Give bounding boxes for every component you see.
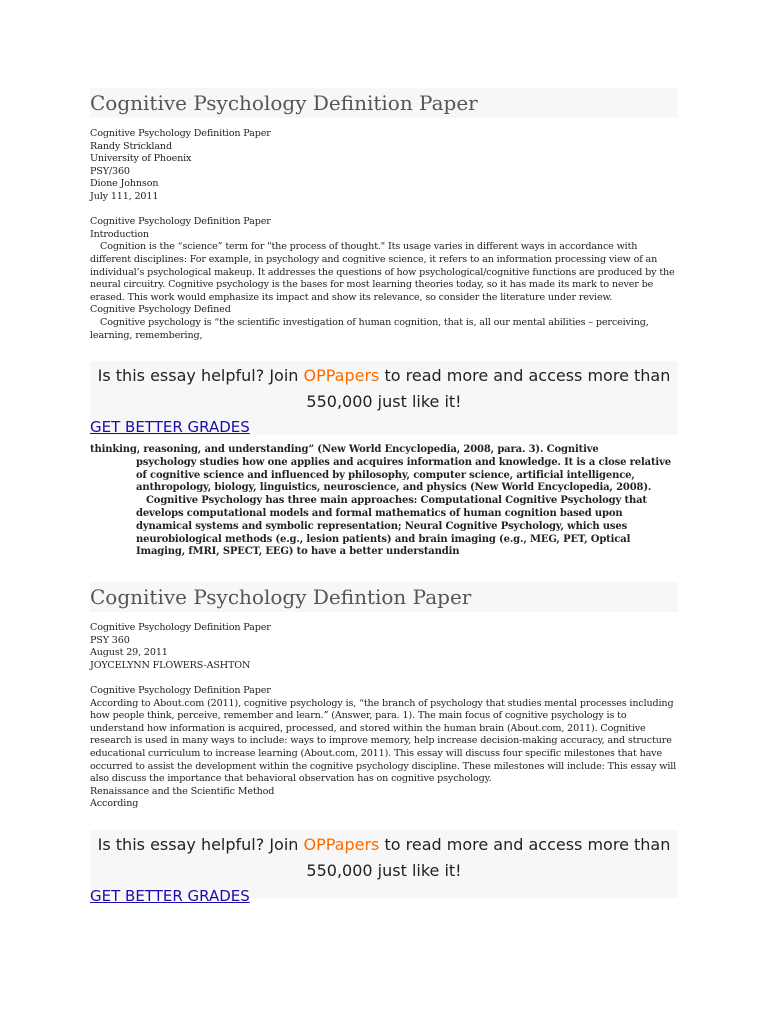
essay-1-meta-line: Dione Johnson: [90, 178, 159, 190]
essay-1-meta-line: July 111, 2011: [90, 190, 159, 202]
essay-1-continued-lead: thinking, reasoning, and understanding” (New World Encyclopedia, 2008, para. 3). Cognitive: [90, 444, 599, 455]
cta-text-after: to read more and access more than 550,000 just like it!: [306, 366, 671, 411]
essay-1-defined-text: Cognitive psychology is “the scientific investigation of human cognition, that is, all our mental abilities – perceiving, learning, remembering,: [90, 316, 649, 341]
essay-2-title-bar: [90, 582, 678, 612]
cta-text-after: to read more and access more than 550,000 just like it!: [306, 835, 671, 880]
essay-2-meta-line: August 29, 2011: [90, 647, 168, 659]
cta-box-2: [90, 830, 678, 905]
essay-1-continued-text: psychology studies how one applies and acquires information and knowledge. It is a close relative of cognitive science and influenced by philosophy, computer science, artificial intelligence, anthropology, biology, linguistics, neuroscience, and physics (New World Encyclopedia, 2008).: [136, 456, 671, 494]
essay-1-heading: Cognitive Psychology Definition Paper: [90, 216, 271, 228]
essay-2-title[interactable]: Cognitive Psychology Defintion Paper: [90, 585, 472, 609]
essay-1-excerpt: [90, 128, 680, 342]
essay-1-approaches-text: Cognitive Psychology has three main approaches: Computational Cognitive Psychology that develops computational models and formal mathematics of human cognition based upon dynamical systems and symbolic representation; Neural Cognitive Psychology, which uses neurobiological methods (e.g., lesion patients) and brain imaging (e.g., MEG, PET, Optical Imaging, fMRI, SPECT, EEG) to have a better understandin: [136, 495, 647, 558]
essay-2-meta-line: Cognitive Psychology Definition Paper: [90, 622, 271, 633]
essay-1-title[interactable]: Cognitive Psychology Definition Paper: [90, 91, 478, 115]
essay-1-meta-line: Randy Strickland: [90, 140, 172, 152]
essay-2-meta-line: PSY 360: [90, 634, 130, 646]
cta-text-before: Is this essay helpful? Join: [97, 835, 304, 854]
essay-1-meta-line: Cognitive Psychology Definition Paper: [90, 128, 271, 139]
get-better-grades-link[interactable]: GET BETTER GRADES: [90, 887, 250, 905]
essay-1-title-bar: [90, 88, 678, 118]
essay-2-heading: Cognitive Psychology Definition Paper: [90, 684, 271, 696]
cta-text-before: Is this essay helpful? Join: [97, 366, 304, 385]
essay-2-body: According to About.com (2011), cognitive psychology is, “the branch of psychology that studies mental processes including how people think, perceive, remember and learn.” (Answer, para. 1). The main focus of cognitive psychology is to understand how information is acquired, processed, and stored within the human brain (About.com, 2011). Cognitive research is used in many ways to include: ways to improve memory, help increase decision-making accuracy, and structure educational curriculum to increase learning (About.com, 2011). This essay will discuss four specific milestones that have occurred to assist the development within the cognitive psychology discipline. These milestones will include: This essay will also discuss the importance that behavioral observation has on cognitive psychology.: [90, 697, 677, 785]
cta-message: [90, 361, 678, 415]
essay-1-intro-text: Cognition is the “science” term for "the process of thought." Its usage varies in different ways in accordance with different disciplines: For example, in psychology and cognitive science, it refers to an information processing view of an individual’s psychological makeup. It addresses the questions of how psychological/cognitive functions are produced by the neural circuitry. Cognitive psychology is the bases for most learning theories today, so it has made its mark to never be erased. This work would emphasize its impact and show its relevance, so consider the literature under review.: [90, 241, 675, 303]
essay-1-meta-line: University of Phoenix: [90, 153, 192, 165]
essay-2-section-label: Renaissance and the Scientific Method: [90, 785, 275, 797]
get-better-grades-link[interactable]: GET BETTER GRADES: [90, 418, 250, 436]
essay-2-trailing-text: According: [90, 798, 139, 810]
oppapers-brand-link[interactable]: OPPapers: [303, 835, 380, 854]
essay-1-meta-line: PSY/360: [90, 165, 130, 177]
essay-1-defined-label: Cognitive Psychology Defined: [90, 304, 231, 316]
essay-2-excerpt: [90, 622, 680, 811]
essay-1-continued: [90, 444, 680, 559]
cta-box-1: [90, 361, 678, 435]
essay-1-intro-label: Introduction: [90, 228, 149, 240]
cta-message: [90, 830, 678, 884]
essay-2-meta-line: JOYCELYNN FLOWERS-ASHTON: [90, 659, 251, 671]
oppapers-brand-link[interactable]: OPPapers: [303, 366, 380, 385]
